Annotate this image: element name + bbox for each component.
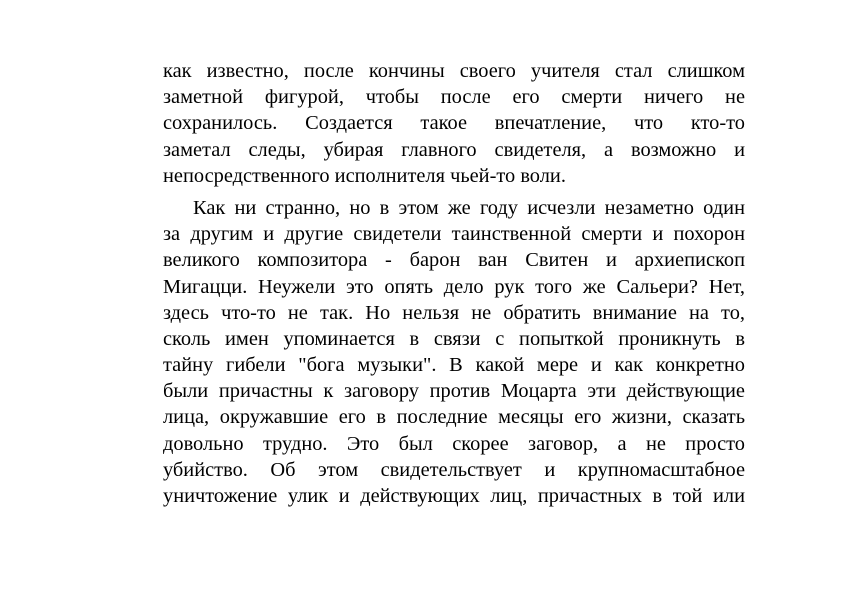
body-text <box>163 58 745 509</box>
text-line: Мигацци. Неужели это опять дело рук того же Сальери? Нет, <box>163 275 745 298</box>
paragraph-2 <box>163 195 745 509</box>
text-line: довольно трудно. Это был скорее заговор, а не просто <box>163 432 745 455</box>
text-line: здесь что-то не так. Но нельзя не обратить внимание на то, <box>163 301 745 324</box>
text-line: заметной фигурой, чтобы после его смерти ничего не <box>163 86 745 109</box>
text-line: за другим и другие свидетели таинственной смерти и похорон <box>163 223 745 246</box>
text-line: Как ни странно, но в этом же году исчезли незаметно один <box>193 196 745 219</box>
text-line: лица, окружавшие его в последние месяцы его жизни, сказать <box>163 406 745 429</box>
paragraph-1 <box>163 58 745 189</box>
text-line: заметал следы, убирая главного свидетеля, а возможно и <box>163 138 745 161</box>
text-line: сохранилось. Создается такое впечатление, что кто-то <box>163 112 745 135</box>
text-line: как известно, после кончины своего учителя стал слишком <box>163 60 745 82</box>
text-line: были причастны к заговору против Моцарта эти действующие <box>163 380 745 403</box>
text-line: тайну гибели "бога музыки". В какой мере и как конкретно <box>163 354 745 377</box>
text-line: сколь имен упоминается в связи с попыткой проникнуть в <box>163 327 745 350</box>
text-line: убийство. Об этом свидетельствует и крупномасштабное <box>163 458 745 481</box>
text-line: непосредственного исполнителя чьей-то воли. <box>163 164 566 187</box>
text-line: великого композитора - барон ван Свитен и архиепископ <box>163 249 745 272</box>
text-line: уничтожение улик и действующих лиц, причастных в той или <box>163 485 745 507</box>
